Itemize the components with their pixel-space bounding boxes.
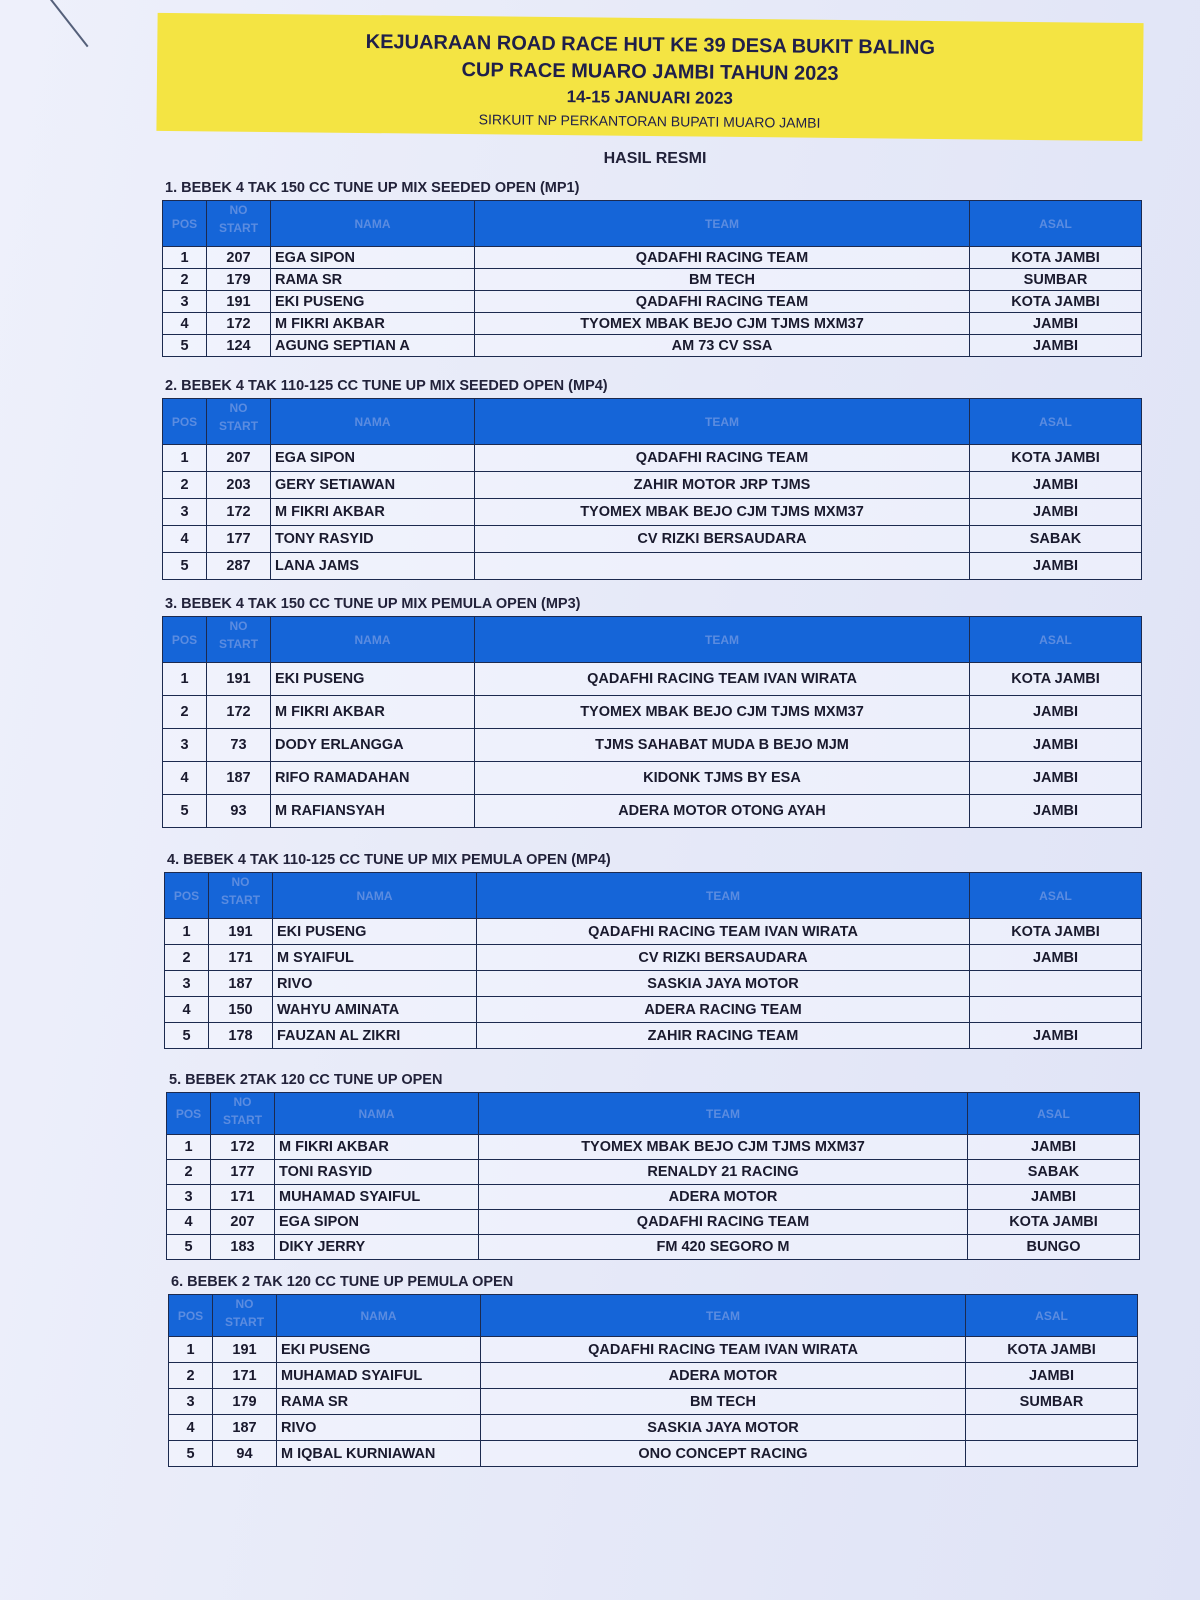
header-pos: POS (167, 1093, 211, 1135)
cell-team: ADERA MOTOR (481, 1363, 966, 1389)
header-nama: NAMA (271, 399, 475, 445)
class-section (162, 376, 1142, 580)
table-row (163, 663, 1142, 696)
cell-nama: EKI PUSENG (273, 919, 477, 945)
cell-nama: EGA SIPON (271, 445, 475, 472)
cell-no-start: 191 (209, 919, 273, 945)
header-start: START (224, 1315, 265, 1329)
cell-no-start: 191 (207, 291, 271, 313)
cell-asal: JAMBI (970, 795, 1142, 828)
header-date: 14-15 JANUARI 2023 (566, 87, 734, 108)
cell-nama: MUHAMAD SYAIFUL (275, 1185, 479, 1210)
header-no: NO (229, 203, 248, 217)
header-pos: POS (165, 873, 209, 919)
header-nama: NAMA (275, 1093, 479, 1135)
header-start: START (218, 637, 259, 651)
pen-mark (50, 0, 89, 47)
cell-pos: 3 (169, 1389, 213, 1415)
cell-team: QADAFHI RACING TEAM IVAN WIRATA (475, 663, 970, 696)
class-title: 1. BEBEK 4 TAK 150 CC TUNE UP MIX SEEDED OPEN (MP1) (165, 180, 580, 196)
cell-pos: 1 (163, 445, 207, 472)
header-start: START (222, 1113, 263, 1127)
cell-no-start: 73 (207, 729, 271, 762)
cell-team: QADAFHI RACING TEAM IVAN WIRATA (477, 919, 970, 945)
cell-asal: SUMBAR (970, 269, 1142, 291)
table-row (165, 945, 1142, 971)
cell-team: TYOMEX MBAK BEJO CJM TJMS MXM37 (475, 696, 970, 729)
results-table (162, 616, 1142, 828)
cell-pos: 1 (163, 663, 207, 696)
cell-no-start: 150 (209, 997, 273, 1023)
cell-pos: 5 (163, 553, 207, 580)
header-nama: NAMA (273, 873, 477, 919)
cell-nama: RIFO RAMADAHAN (271, 762, 475, 795)
cell-pos: 4 (165, 997, 209, 1023)
cell-nama: GERY SETIAWAN (271, 472, 475, 499)
cell-asal: JAMBI (970, 553, 1142, 580)
cell-team: QADAFHI RACING TEAM IVAN WIRATA (481, 1337, 966, 1363)
header-no: NO (229, 401, 248, 415)
cell-pos: 1 (169, 1337, 213, 1363)
header-start: START (220, 893, 261, 907)
cell-team: TJMS SAHABAT MUDA B BEJO MJM (475, 729, 970, 762)
header-pos: POS (169, 1295, 213, 1337)
header-banner (156, 13, 1143, 141)
cell-pos: 2 (165, 945, 209, 971)
cell-nama: TONY RASYID (271, 526, 475, 553)
cell-team: QADAFHI RACING TEAM (475, 247, 970, 269)
table-row (163, 696, 1142, 729)
cell-nama: LANA JAMS (271, 553, 475, 580)
cell-asal: JAMBI (970, 499, 1142, 526)
cell-pos: 2 (167, 1160, 211, 1185)
cell-team: QADAFHI RACING TEAM (475, 291, 970, 313)
cell-no-start: 183 (211, 1235, 275, 1260)
results-table (162, 200, 1142, 357)
header-no: NO (235, 1297, 254, 1311)
cell-nama: EKI PUSENG (271, 291, 475, 313)
table-row (169, 1441, 1138, 1467)
cell-pos: 3 (167, 1185, 211, 1210)
cell-asal: JAMBI (970, 1023, 1142, 1049)
table-row (163, 472, 1142, 499)
results-table (162, 398, 1142, 580)
cell-nama: M RAFIANSYAH (271, 795, 475, 828)
cell-no-start: 177 (211, 1160, 275, 1185)
header-pos: POS (163, 201, 207, 247)
cell-team: TYOMEX MBAK BEJO CJM TJMS MXM37 (475, 499, 970, 526)
cell-no-start: 172 (207, 313, 271, 335)
cell-no-start: 171 (211, 1185, 275, 1210)
table-row (163, 247, 1142, 269)
header-no-start (207, 399, 271, 445)
header-no-start (207, 201, 271, 247)
table-row (163, 499, 1142, 526)
cell-no-start: 287 (207, 553, 271, 580)
table-row (163, 269, 1142, 291)
cell-nama: M SYAIFUL (273, 945, 477, 971)
cell-nama: DODY ERLANGGA (271, 729, 475, 762)
cell-team: CV RIZKI BERSAUDARA (477, 945, 970, 971)
table-row (163, 526, 1142, 553)
header-asal: ASAL (966, 1295, 1138, 1337)
table-row (167, 1185, 1140, 1210)
cell-nama: RAMA SR (271, 269, 475, 291)
cell-asal: JAMBI (968, 1135, 1140, 1160)
cell-asal: JAMBI (970, 945, 1142, 971)
cell-pos: 5 (163, 335, 207, 357)
cell-no-start: 187 (213, 1415, 277, 1441)
header-no: NO (229, 619, 248, 633)
table-header-row (169, 1295, 1138, 1337)
header-venue: SIRKUIT NP PERKANTORAN BUPATI MUARO JAMBI (478, 111, 821, 131)
cell-team: ADERA MOTOR OTONG AYAH (475, 795, 970, 828)
cell-pos: 3 (163, 499, 207, 526)
cell-no-start: 203 (207, 472, 271, 499)
cell-asal: JAMBI (968, 1185, 1140, 1210)
cell-no-start: 207 (207, 445, 271, 472)
header-start: START (218, 419, 259, 433)
cell-asal: SABAK (970, 526, 1142, 553)
class-title: 5. BEBEK 2TAK 120 CC TUNE UP OPEN (169, 1072, 443, 1088)
cell-pos: 4 (169, 1415, 213, 1441)
table-row (169, 1415, 1138, 1441)
cell-no-start: 93 (207, 795, 271, 828)
class-section (164, 850, 1142, 1049)
header-team: TEAM (475, 617, 970, 663)
cell-nama: EKI PUSENG (271, 663, 475, 696)
cell-nama: AGUNG SEPTIAN A (271, 335, 475, 357)
table-row (165, 997, 1142, 1023)
cell-team: SASKIA JAYA MOTOR (481, 1415, 966, 1441)
class-title: 4. BEBEK 4 TAK 110-125 CC TUNE UP MIX PEMULA OPEN (MP4) (167, 852, 611, 868)
cell-asal: JAMBI (970, 696, 1142, 729)
header-asal: ASAL (970, 399, 1142, 445)
class-title: 6. BEBEK 2 TAK 120 CC TUNE UP PEMULA OPEN (171, 1274, 514, 1290)
class-section (166, 1070, 1140, 1260)
table-row (163, 795, 1142, 828)
cell-team: ADERA MOTOR (479, 1185, 968, 1210)
header-no-start (213, 1295, 277, 1337)
header-nama: NAMA (277, 1295, 481, 1337)
header-no: NO (231, 875, 250, 889)
cell-asal: JAMBI (970, 472, 1142, 499)
class-section (162, 594, 1142, 828)
header-no-start (209, 873, 273, 919)
cell-nama: DIKY JERRY (275, 1235, 479, 1260)
cell-no-start: 124 (207, 335, 271, 357)
class-section (168, 1272, 1138, 1467)
header-start: START (218, 221, 259, 235)
cell-asal: KOTA JAMBI (968, 1210, 1140, 1235)
cell-nama: WAHYU AMINATA (273, 997, 477, 1023)
cell-nama: EGA SIPON (271, 247, 475, 269)
cell-asal: KOTA JAMBI (970, 919, 1142, 945)
header-line-1: KEJUARAAN ROAD RACE HUT KE 39 DESA BUKIT BALING (365, 31, 936, 59)
cell-team: SASKIA JAYA MOTOR (477, 971, 970, 997)
header-team: TEAM (475, 201, 970, 247)
cell-pos: 3 (163, 291, 207, 313)
header-no-start (207, 617, 271, 663)
table-row (165, 919, 1142, 945)
table-row (163, 335, 1142, 357)
cell-pos: 1 (167, 1135, 211, 1160)
table-row (163, 762, 1142, 795)
table-row (165, 1023, 1142, 1049)
cell-nama: EKI PUSENG (277, 1337, 481, 1363)
cell-team: TYOMEX MBAK BEJO CJM TJMS MXM37 (479, 1135, 968, 1160)
table-header-row (163, 617, 1142, 663)
cell-no-start: 187 (209, 971, 273, 997)
results-table (168, 1294, 1138, 1467)
table-header-row (163, 201, 1142, 247)
cell-no-start: 178 (209, 1023, 273, 1049)
header-team: TEAM (477, 873, 970, 919)
cell-pos: 4 (163, 313, 207, 335)
cell-asal: SABAK (968, 1160, 1140, 1185)
cell-team: QADAFHI RACING TEAM (479, 1210, 968, 1235)
cell-pos: 2 (163, 472, 207, 499)
cell-no-start: 172 (207, 499, 271, 526)
cell-no-start: 179 (213, 1389, 277, 1415)
header-pos: POS (163, 617, 207, 663)
cell-pos: 2 (169, 1363, 213, 1389)
cell-asal: KOTA JAMBI (970, 291, 1142, 313)
table-header-row (165, 873, 1142, 919)
table-row (167, 1160, 1140, 1185)
table-row (163, 729, 1142, 762)
cell-asal (970, 997, 1142, 1023)
table-row (167, 1210, 1140, 1235)
header-asal: ASAL (968, 1093, 1140, 1135)
cell-pos: 5 (169, 1441, 213, 1467)
cell-asal (970, 971, 1142, 997)
cell-team: FM 420 SEGORO M (479, 1235, 968, 1260)
cell-pos: 5 (163, 795, 207, 828)
cell-pos: 1 (165, 919, 209, 945)
cell-team: KIDONK TJMS BY ESA (475, 762, 970, 795)
cell-team: BM TECH (475, 269, 970, 291)
header-asal: ASAL (970, 617, 1142, 663)
results-table (164, 872, 1142, 1049)
table-row (167, 1135, 1140, 1160)
cell-team: RENALDY 21 RACING (479, 1160, 968, 1185)
page-subtitle: HASIL RESMI (603, 150, 707, 167)
cell-nama: MUHAMAD SYAIFUL (277, 1363, 481, 1389)
cell-team: ADERA RACING TEAM (477, 997, 970, 1023)
class-section (162, 178, 1142, 357)
cell-team: AM 73 CV SSA (475, 335, 970, 357)
cell-asal: JAMBI (970, 335, 1142, 357)
cell-team: ONO CONCEPT RACING (481, 1441, 966, 1467)
header-no-start (211, 1093, 275, 1135)
cell-no-start: 187 (207, 762, 271, 795)
class-title: 3. BEBEK 4 TAK 150 CC TUNE UP MIX PEMULA OPEN (MP3) (165, 596, 581, 612)
header-no: NO (233, 1095, 252, 1109)
cell-pos: 1 (163, 247, 207, 269)
table-row (169, 1363, 1138, 1389)
cell-asal: KOTA JAMBI (970, 663, 1142, 696)
cell-no-start: 177 (207, 526, 271, 553)
class-title: 2. BEBEK 4 TAK 110-125 CC TUNE UP MIX SEEDED OPEN (MP4) (165, 378, 608, 394)
cell-team: ZAHIR RACING TEAM (477, 1023, 970, 1049)
results-table (166, 1092, 1140, 1260)
cell-pos: 2 (163, 696, 207, 729)
cell-no-start: 191 (213, 1337, 277, 1363)
cell-nama: M FIKRI AKBAR (275, 1135, 479, 1160)
cell-pos: 5 (165, 1023, 209, 1049)
table-row (163, 553, 1142, 580)
cell-asal (966, 1415, 1138, 1441)
cell-nama: M IQBAL KURNIAWAN (277, 1441, 481, 1467)
cell-pos: 4 (167, 1210, 211, 1235)
cell-nama: M FIKRI AKBAR (271, 313, 475, 335)
table-row (169, 1337, 1138, 1363)
cell-team (475, 553, 970, 580)
table-header-row (167, 1093, 1140, 1135)
table-row (165, 971, 1142, 997)
cell-asal: JAMBI (970, 313, 1142, 335)
cell-no-start: 179 (207, 269, 271, 291)
cell-team: QADAFHI RACING TEAM (475, 445, 970, 472)
cell-nama: RIVO (273, 971, 477, 997)
cell-nama: TONI RASYID (275, 1160, 479, 1185)
header-asal: ASAL (970, 201, 1142, 247)
cell-no-start: 191 (207, 663, 271, 696)
table-row (163, 445, 1142, 472)
cell-no-start: 172 (207, 696, 271, 729)
cell-asal: JAMBI (970, 762, 1142, 795)
cell-pos: 4 (163, 526, 207, 553)
table-row (163, 313, 1142, 335)
cell-no-start: 207 (207, 247, 271, 269)
header-pos: POS (163, 399, 207, 445)
cell-asal (966, 1441, 1138, 1467)
table-header-row (163, 399, 1142, 445)
cell-no-start: 172 (211, 1135, 275, 1160)
table-row (169, 1389, 1138, 1415)
cell-nama: RIVO (277, 1415, 481, 1441)
cell-nama: M FIKRI AKBAR (271, 499, 475, 526)
cell-nama: M FIKRI AKBAR (271, 696, 475, 729)
cell-nama: FAUZAN AL ZIKRI (273, 1023, 477, 1049)
cell-pos: 3 (163, 729, 207, 762)
header-line-2: CUP RACE MUARO JAMBI TAHUN 2023 (461, 59, 839, 85)
header-nama: NAMA (271, 617, 475, 663)
cell-team: BM TECH (481, 1389, 966, 1415)
cell-asal: KOTA JAMBI (970, 247, 1142, 269)
cell-team: CV RIZKI BERSAUDARA (475, 526, 970, 553)
cell-pos: 5 (167, 1235, 211, 1260)
cell-asal: KOTA JAMBI (966, 1337, 1138, 1363)
cell-team: TYOMEX MBAK BEJO CJM TJMS MXM37 (475, 313, 970, 335)
cell-nama: RAMA SR (277, 1389, 481, 1415)
cell-pos: 4 (163, 762, 207, 795)
cell-asal: BUNGO (968, 1235, 1140, 1260)
cell-asal: JAMBI (970, 729, 1142, 762)
cell-no-start: 171 (213, 1363, 277, 1389)
cell-no-start: 94 (213, 1441, 277, 1467)
cell-asal: JAMBI (966, 1363, 1138, 1389)
cell-no-start: 207 (211, 1210, 275, 1235)
header-team: TEAM (479, 1093, 968, 1135)
cell-asal: KOTA JAMBI (970, 445, 1142, 472)
header-asal: ASAL (970, 873, 1142, 919)
cell-nama: EGA SIPON (275, 1210, 479, 1235)
header-team: TEAM (481, 1295, 966, 1337)
cell-asal: SUMBAR (966, 1389, 1138, 1415)
cell-no-start: 171 (209, 945, 273, 971)
cell-team: ZAHIR MOTOR JRP TJMS (475, 472, 970, 499)
cell-pos: 2 (163, 269, 207, 291)
table-row (163, 291, 1142, 313)
cell-pos: 3 (165, 971, 209, 997)
table-row (167, 1235, 1140, 1260)
header-team: TEAM (475, 399, 970, 445)
header-nama: NAMA (271, 201, 475, 247)
